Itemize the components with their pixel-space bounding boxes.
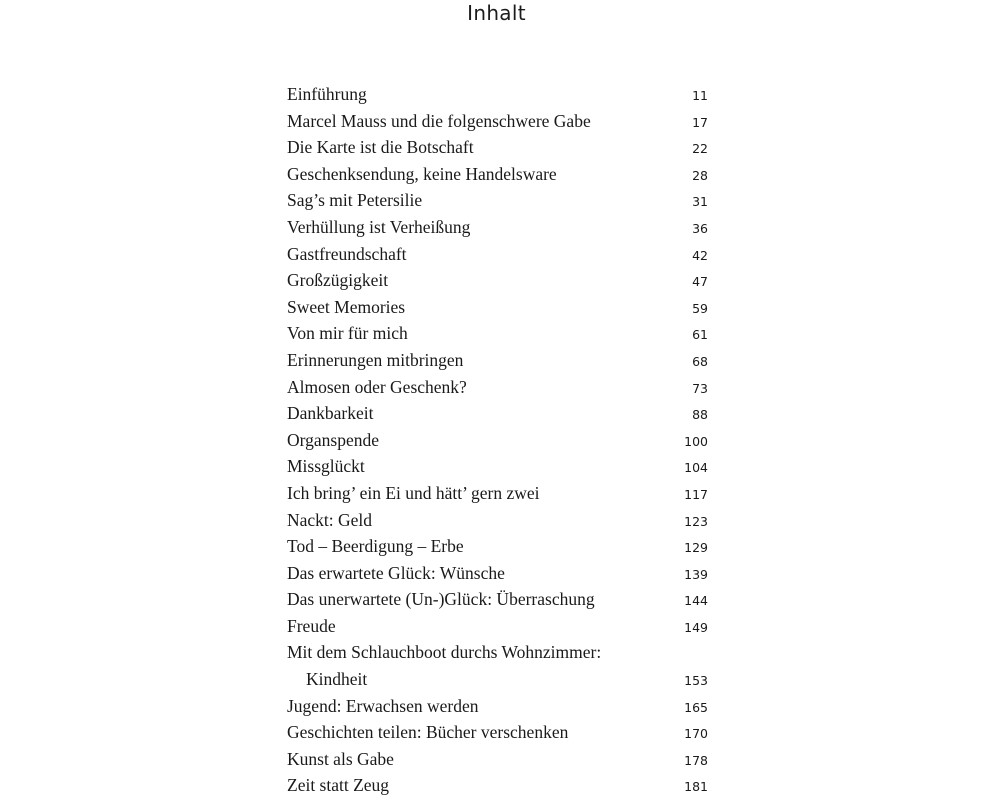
toc-entry-page: 181 [684, 779, 708, 795]
toc-entry [287, 347, 708, 374]
toc-entry-page: 61 [692, 327, 708, 343]
toc-entry-page: 22 [692, 141, 708, 157]
toc-entry [287, 294, 708, 321]
toc-entry-page: 165 [684, 699, 708, 715]
toc-entry-title: Das erwartete Glück: Wünsche [287, 562, 505, 583]
toc-entry [287, 214, 708, 241]
toc-entry-title: Ich bring’ ein Ei und hätt’ gern zwei [287, 482, 540, 503]
toc-entry-title: Sag’s mit Petersilie [287, 190, 423, 211]
table-of-contents [287, 81, 708, 799]
toc-entry-page: 47 [692, 274, 708, 290]
toc-entry-title: Tod – Beerdigung – Erbe [287, 536, 464, 557]
toc-entry-title: Almosen oder Geschenk? [287, 376, 467, 397]
toc-entry-page: 153 [684, 673, 708, 689]
toc-entry [287, 81, 708, 108]
toc-entry [287, 374, 708, 401]
toc-entry-page: 178 [684, 752, 708, 768]
toc-entry-title: Jugend: Erwachsen werden [287, 695, 479, 716]
toc-entry [287, 453, 708, 480]
toc-entry-page: 149 [684, 619, 708, 635]
toc-entry-title: Die Karte ist die Botschaft [287, 137, 474, 158]
toc-entry-page: 68 [692, 353, 708, 369]
toc-entry-title: Geschichten teilen: Bücher verschenken [287, 722, 569, 743]
toc-entry-title: Marcel Mauss und die folgenschwere Gabe [287, 110, 591, 131]
toc-entry-title: Nackt: Geld [287, 509, 373, 530]
toc-entry-title: Kindheit [306, 669, 368, 690]
toc-entry [287, 533, 708, 560]
toc-entry [287, 320, 708, 347]
toc-entry-page: 73 [692, 380, 708, 396]
toc-entry [287, 613, 708, 640]
toc-entry [287, 480, 708, 507]
toc-entry [287, 639, 708, 666]
toc-entry-title: Kunst als Gabe [287, 748, 394, 769]
toc-entry-page: 31 [692, 194, 708, 210]
toc-entry [287, 161, 708, 188]
toc-entry-page: 88 [692, 407, 708, 423]
toc-entry-title: Einführung [287, 84, 367, 104]
toc-entry [287, 427, 708, 454]
toc-entry [287, 507, 708, 534]
toc-entry-page: 139 [684, 566, 708, 582]
toc-entry [287, 746, 708, 773]
toc-entry [287, 241, 708, 268]
toc-entry-title: Großzügigkeit [287, 270, 389, 291]
toc-entry [287, 560, 708, 587]
toc-entry [287, 586, 708, 613]
toc-entry-page: 59 [692, 300, 708, 316]
toc-entry-title: Zeit statt Zeug [287, 775, 390, 796]
toc-entry [287, 108, 708, 135]
toc-entry [287, 267, 708, 294]
toc-entry [287, 134, 708, 161]
toc-entry-title: Verhüllung ist Verheißung [287, 216, 471, 237]
toc-entry-page: 144 [684, 593, 708, 609]
toc-entry-page: 42 [692, 247, 708, 263]
toc-entry-title: Von mir für mich [287, 323, 408, 344]
toc-entry-continuation [287, 666, 708, 693]
toc-entry-title: Sweet Memories [287, 296, 406, 317]
toc-entry [287, 187, 708, 214]
toc-entry-title: Erinnerungen mitbringen [287, 349, 464, 370]
toc-entry-title: Geschenksendung, keine Handelsware [287, 163, 557, 184]
toc-entry-page: 117 [684, 486, 708, 502]
toc-entry-page: 28 [692, 167, 708, 183]
toc-entry-title: Das unerwartete (Un-)Glück: Überraschung [287, 589, 595, 610]
toc-entry-title: Missglückt [287, 456, 365, 477]
toc-entry-page: 36 [692, 220, 708, 236]
toc-entry-page: 104 [684, 460, 708, 476]
toc-entry-page: 123 [684, 513, 708, 529]
toc-entry-title: Gastfreundschaft [287, 243, 407, 264]
toc-entry-page: 100 [684, 433, 708, 449]
toc-entry [287, 400, 708, 427]
toc-entry-title: Organspende [287, 429, 380, 450]
toc-entry [287, 772, 708, 799]
toc-entry-page: 170 [684, 726, 708, 742]
toc-entry-title: Freude [287, 615, 336, 636]
toc-entry-title: Dankbarkeit [287, 403, 374, 424]
toc-entry-page: 17 [692, 114, 708, 130]
toc-entry-title: Mit dem Schlauchboot durchs Wohnzimmer: [287, 642, 602, 663]
toc-entry [287, 693, 708, 720]
toc-entry-page: 11 [692, 88, 708, 103]
page-title: Inhalt [467, 1, 526, 25]
toc-entry [287, 719, 708, 746]
toc-entry-page: 129 [684, 540, 708, 556]
